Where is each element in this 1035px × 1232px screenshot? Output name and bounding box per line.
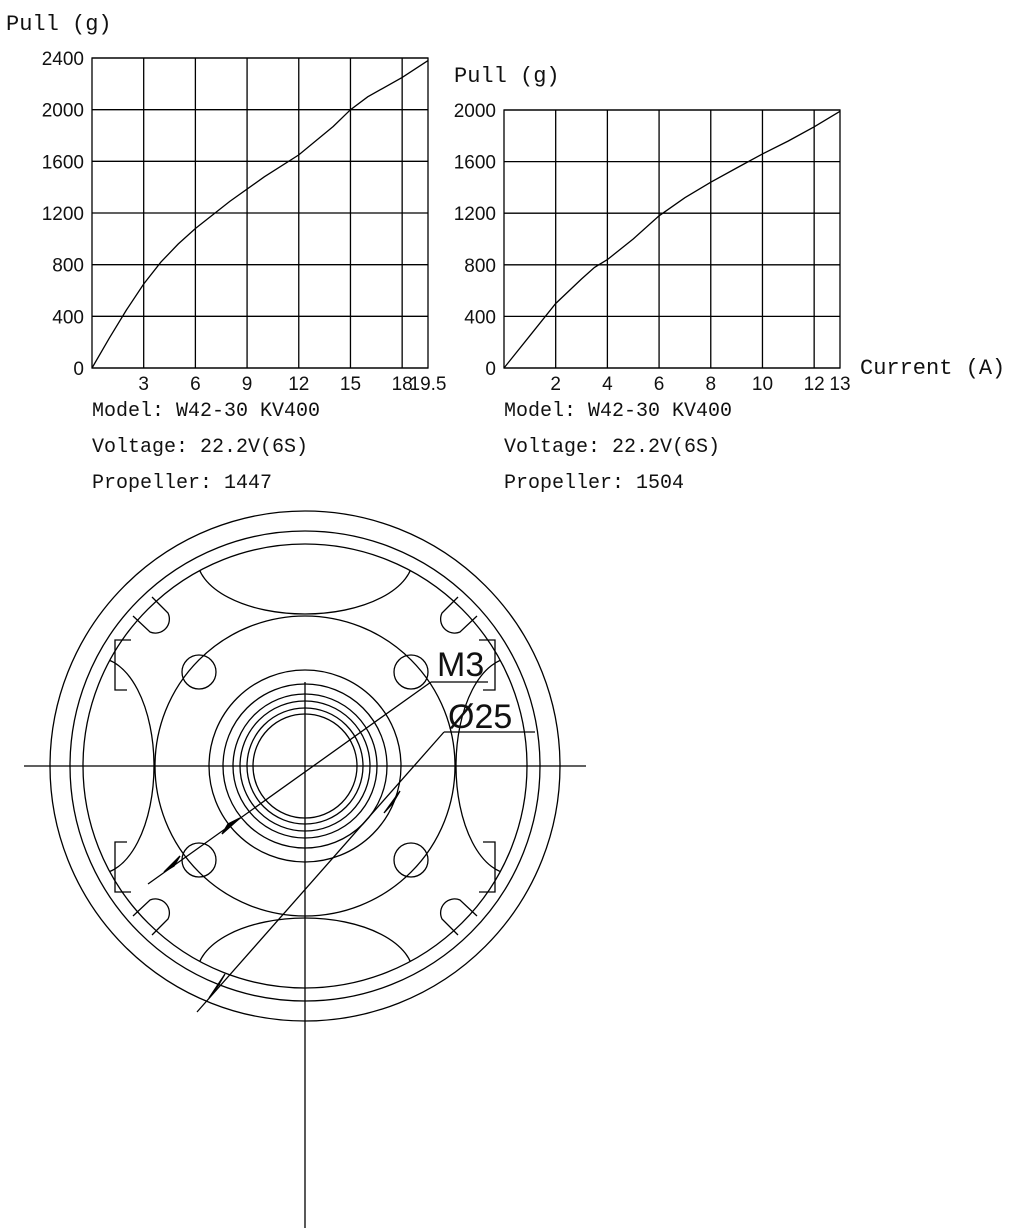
chart1-ytick-label: 2400 <box>41 49 84 70</box>
chart1-ylabel: Pull (g) <box>6 12 112 37</box>
chart2-xtick-label: 6 <box>653 374 665 395</box>
diameter-label: Ø25 <box>448 698 513 736</box>
chart2-xtick-label: 2 <box>550 374 561 395</box>
chart1-ytick-label: 2000 <box>41 100 84 122</box>
chart1-note-voltage: Voltage: 22.2V(6S) <box>92 436 309 459</box>
motor-mount-drawing <box>24 502 586 1228</box>
chart1-ytick-label: 0 <box>73 359 84 380</box>
chart1-ytick-label: 800 <box>52 255 84 277</box>
pull-vs-current-chart-1504 <box>454 64 1006 495</box>
chart1-x-ticks <box>138 374 446 395</box>
chart1-xtick-label: 12 <box>288 374 310 395</box>
vent-window-top <box>197 502 413 614</box>
diameter-arrow-upper <box>384 791 400 813</box>
chart2-xtick-label: 8 <box>705 374 717 395</box>
chart1-note-propeller: Propeller: 1447 <box>92 472 273 495</box>
chart2-ylabel: Pull (g) <box>454 64 560 89</box>
chart2-x-ticks <box>550 374 850 395</box>
chart2-note-model: Model: W42-30 KV400 <box>504 400 733 423</box>
chart2-grid <box>504 110 840 368</box>
chart1-ytick-label: 400 <box>52 307 84 329</box>
chart2-xtick-label: 10 <box>751 374 774 395</box>
chart1-xtick-label: 3 <box>138 374 149 395</box>
chart1-xtick-label: 19.5 <box>409 374 447 395</box>
chart2-ytick-label: 2000 <box>453 101 496 122</box>
chart1-ytick-label: 1200 <box>41 204 84 225</box>
chart2-series-line <box>504 111 840 368</box>
chart2-ytick-label: 400 <box>464 307 496 329</box>
chart2-xlabel: Current (A) <box>860 356 1006 381</box>
chart2-xtick-label: 4 <box>602 374 613 395</box>
chart2-y-ticks <box>454 101 496 380</box>
chart1-y-ticks <box>42 49 84 380</box>
m3-leader-line <box>148 682 431 884</box>
chart2-ytick-label: 1600 <box>453 152 496 174</box>
chart2-xtick-label: 12 <box>803 374 825 395</box>
chart1-xtick-label: 15 <box>339 374 362 395</box>
chart1-xtick-label: 9 <box>241 374 253 395</box>
pull-vs-current-chart-1447 <box>6 12 446 495</box>
chart1-series-line <box>92 61 428 368</box>
chart2-note-propeller: Propeller: 1504 <box>504 472 685 495</box>
thread-size-label: M3 <box>437 646 485 684</box>
chart1-grid <box>92 58 428 368</box>
chart2-frame <box>504 110 840 368</box>
chart2-xtick-label: 13 <box>829 374 851 395</box>
chart2-note-voltage: Voltage: 22.2V(6S) <box>504 436 721 459</box>
chart2-ytick-label: 800 <box>464 255 496 277</box>
m3-arrow-upper <box>222 818 240 834</box>
chart2-ytick-label: 0 <box>485 359 496 380</box>
chart1-xtick-label: 6 <box>190 374 201 395</box>
chart1-ytick-label: 1600 <box>41 152 84 174</box>
m3-arrow-lower <box>164 856 180 872</box>
chart2-ytick-label: 1200 <box>453 204 496 226</box>
chart1-note-model: Model: W42-30 KV400 <box>92 400 321 423</box>
chart1-xtick-label: 18 <box>391 374 413 395</box>
